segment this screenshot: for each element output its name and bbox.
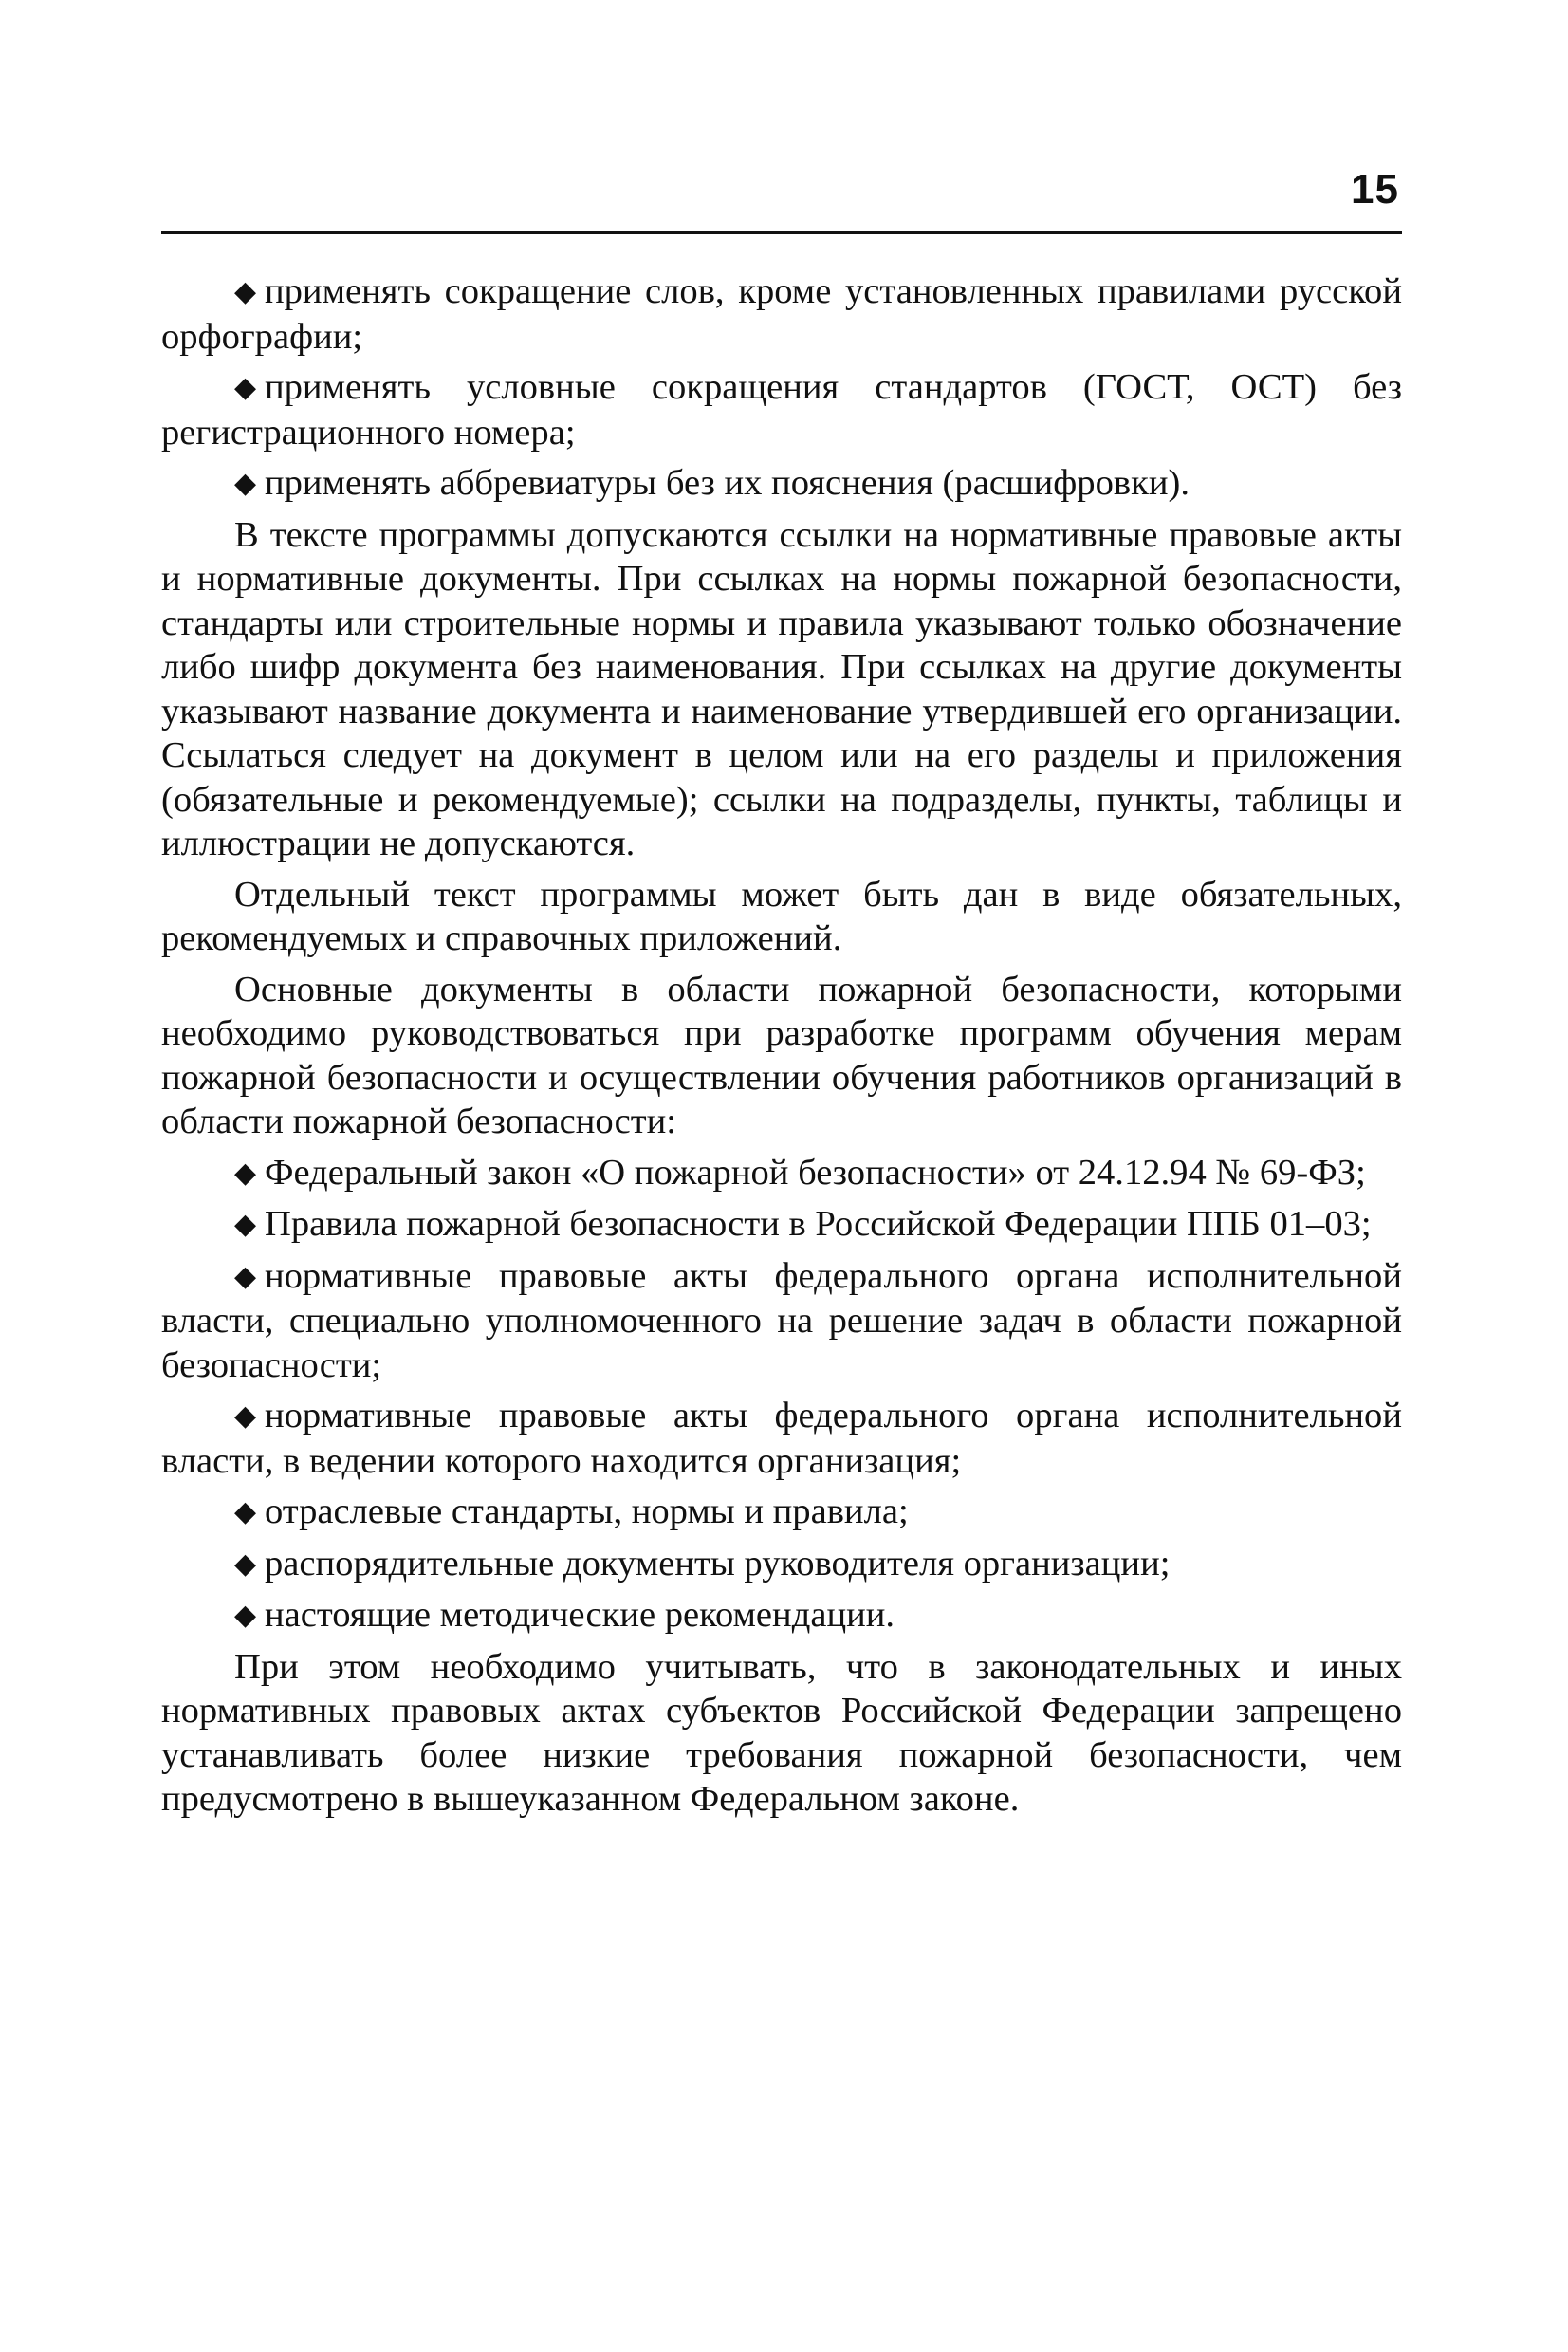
paragraph: Отдельный текст программы может быть дан в виде обязательных, рекомендуемых и справочных приложений.: [161, 874, 1402, 958]
paragraph-text: настоящие методические рекомендации.: [265, 1595, 895, 1635]
diamond-bullet-icon: ◆: [234, 372, 257, 403]
list-item: [161, 1593, 1402, 1639]
list-item: [161, 1394, 1402, 1483]
paragraph-text: применять сокращение слов, кроме установленных правилами русской орфографии;: [161, 271, 1402, 357]
diamond-bullet-icon: ◆: [234, 1260, 257, 1292]
paragraph-text: применять аббревиатуры без их пояснения (расшифровки).: [265, 463, 1190, 503]
diamond-bullet-icon: ◆: [234, 1157, 257, 1189]
header-rule: [161, 231, 1402, 234]
list-item: [161, 269, 1402, 359]
paragraph-text: применять условные сокращения стандартов (ГОСТ, ОСТ) без регистрационного номера;: [161, 367, 1402, 453]
paragraph: В тексте программы допускаются ссылки на нормативные правовые акты и нормативные документы. При ссылках на нормы пожарной безопасности, стандарты или строительные нормы и правила указывают только обозначение либо шифр документа без наименования. При ссылках на другие документы указывают название документа и наименование утвердившей его организации. Ссылаться следует на документ в целом или на его разделы и приложения (обязательные и рекомендуемые); ссылки на подразделы, пункты, таблицы и иллюстрации не допускаются.: [161, 514, 1402, 863]
diamond-bullet-icon: ◆: [234, 1547, 257, 1580]
paragraph-text: нормативные правовые акты федерального органа исполнительной власти, специально уполномоченного на решение задач в области пожарной безопасности;: [161, 1255, 1402, 1385]
diamond-bullet-icon: ◆: [234, 276, 257, 307]
list-item: [161, 365, 1402, 454]
diamond-bullet-icon: ◆: [234, 468, 257, 499]
list-item: [161, 461, 1402, 507]
diamond-bullet-icon: ◆: [234, 1496, 257, 1528]
list-item: [161, 1151, 1402, 1196]
diamond-bullet-icon: ◆: [234, 1400, 257, 1432]
diamond-bullet-icon: ◆: [234, 1209, 257, 1240]
paragraph: При этом необходимо учитывать, что в законодательных и иных нормативных правовых актах субъектов Российской Федерации запрещено устанавливать более низкие требования пожарной безопасности, чем предусмотрено в вышеуказанном Федеральном законе.: [161, 1646, 1402, 1819]
paragraph: Основные документы в области пожарной безопасности, которыми необходимо руководствоваться при разработке программ обучения мерам пожарной безопасности и осуществлении обучения работников организаций в области пожарной безопасности:: [161, 969, 1402, 1141]
list-item: [161, 1490, 1402, 1535]
page-body: [161, 269, 1402, 1822]
paragraph-text: распорядительные документы руководителя организации;: [265, 1543, 1171, 1583]
paragraph-text: отраслевые стандарты, нормы и правила;: [265, 1491, 909, 1531]
list-item: [161, 1254, 1402, 1388]
list-item: [161, 1542, 1402, 1587]
paragraph-text: нормативные правовые акты федерального органа исполнительной власти, в ведении которого находится организация;: [161, 1396, 1402, 1481]
paragraph-text: Правила пожарной безопасности в Российской Федерации ППБ 01–03;: [265, 1204, 1372, 1244]
diamond-bullet-icon: ◆: [234, 1600, 257, 1631]
page-number: 15: [1351, 166, 1399, 213]
paragraph-text: Федеральный закон «О пожарной безопасности» от 24.12.94 № 69-ФЗ;: [265, 1152, 1366, 1193]
list-item: [161, 1202, 1402, 1248]
